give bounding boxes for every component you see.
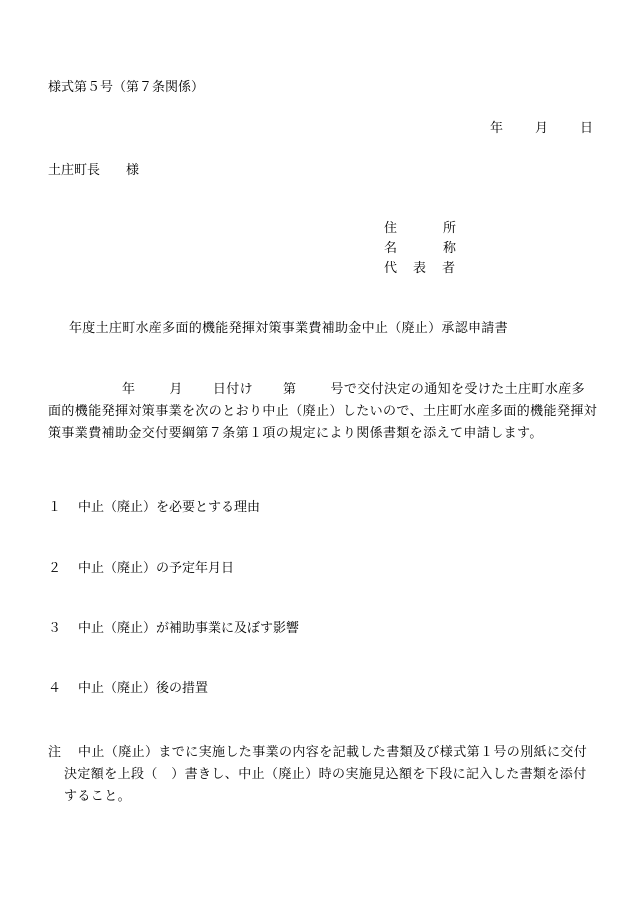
addressee-honorific: 様 bbox=[126, 163, 140, 178]
body-text: 号で交付決定の通知を受けた土庄町水産多面的機能発揮対策事業を次のとおり中止（廃止）したいので、土庄町水産多面的機能発揮対策事業費補助金交付要綱第７条第１項の規定により関係書類を添えて申請します。 bbox=[48, 382, 598, 441]
item-number: ４ bbox=[48, 681, 62, 696]
item-number: ３ bbox=[48, 621, 62, 636]
applicant-block bbox=[384, 221, 456, 281]
body-dai: 第 bbox=[283, 382, 297, 397]
applicant-address-row: 住 所 bbox=[384, 221, 457, 236]
date-year: 年 bbox=[490, 121, 504, 136]
item-text: 中止（廃止）の予定年月日 bbox=[78, 561, 235, 576]
form-number: 様式第５号（第７条関係） bbox=[48, 80, 205, 95]
note-text: 中止（廃止）までに実施した事業の内容を記載した書類及び様式第１号の別紙に交付決定額を上段（ ）書きし、中止（廃止）時の実施見込額を下段に記入した書類を添付すること。 bbox=[64, 745, 588, 804]
body-month: 月 bbox=[169, 382, 183, 397]
item-text: 中止（廃止）が補助事業に及ぼす影響 bbox=[78, 621, 300, 636]
body-paragraph bbox=[48, 379, 598, 445]
item-reason bbox=[48, 500, 260, 516]
document-title: 年度土庄町水産多面的機能発揮対策事業費補助金中止（廃止）承認申請書 bbox=[69, 321, 508, 336]
item-number: １ bbox=[48, 500, 62, 515]
item-impact bbox=[48, 621, 299, 637]
body-year: 年 bbox=[122, 382, 136, 397]
body-date-suffix: 日付け bbox=[212, 382, 254, 397]
item-number: ２ bbox=[48, 561, 62, 576]
date-line bbox=[490, 121, 593, 137]
applicant-representative-row: 代 表 者 bbox=[384, 261, 456, 276]
item-planned-date bbox=[48, 561, 234, 577]
addressee bbox=[48, 163, 139, 179]
date-month: 月 bbox=[535, 121, 549, 136]
date-day: 日 bbox=[580, 121, 594, 136]
item-text: 中止（廃止）を必要とする理由 bbox=[78, 500, 261, 515]
applicant-name-row: 名 称 bbox=[384, 241, 457, 256]
item-measures bbox=[48, 681, 208, 697]
note-block bbox=[48, 742, 598, 808]
addressee-name: 土庄町長 bbox=[48, 163, 101, 178]
note-label: 注 bbox=[48, 745, 62, 760]
item-text: 中止（廃止）後の措置 bbox=[78, 681, 209, 696]
